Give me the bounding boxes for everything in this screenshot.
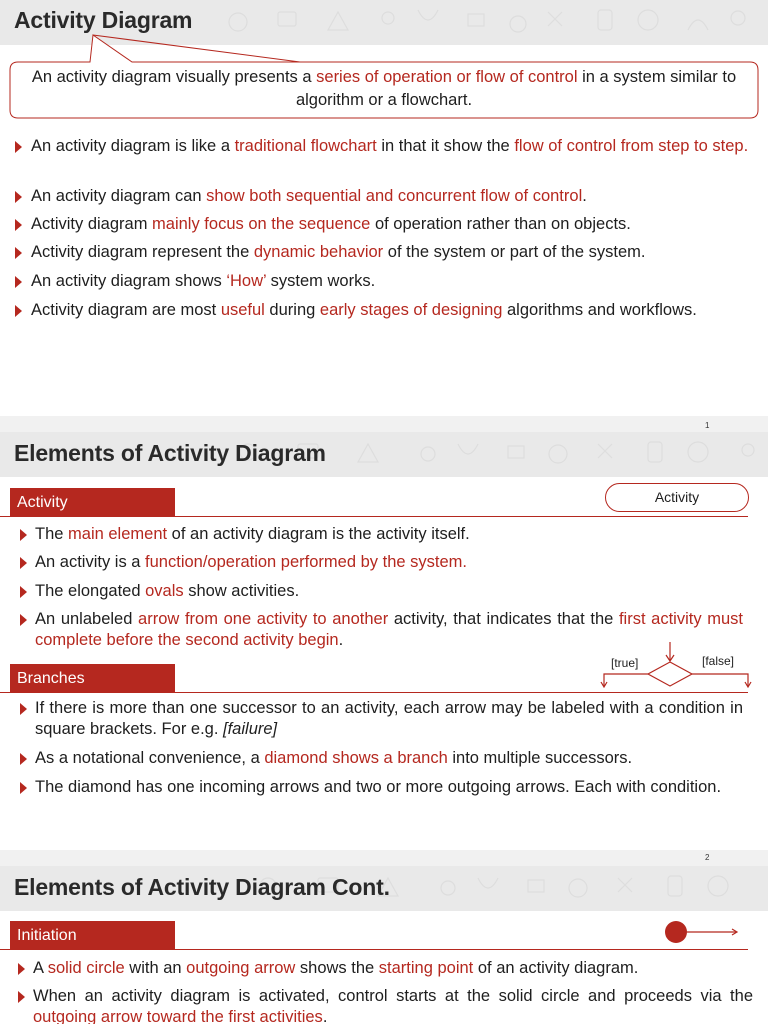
bullet-arrow-icon	[20, 782, 27, 794]
bullet-text: activity, that indicates that the	[388, 610, 619, 628]
bullet-highlight: traditional flowchart	[234, 137, 377, 155]
slide-2	[0, 432, 768, 850]
bullet-text: Activity diagram	[31, 215, 153, 233]
bullet-highlight: useful	[220, 301, 265, 319]
bullet-highlight: function/operation performed by the system.	[145, 553, 467, 571]
bullet-text: of an activity diagram is the activity itself.	[167, 525, 470, 543]
bullet-item	[35, 777, 743, 798]
bullet-text: .	[338, 631, 344, 649]
bullet-text: Activity diagram are most	[31, 301, 221, 319]
bullet-text: shows the	[295, 959, 379, 977]
bullet-text: As a notational convenience, a	[35, 749, 265, 767]
slide-header	[0, 866, 768, 911]
bullet-item	[35, 552, 743, 573]
slide-1	[0, 0, 768, 416]
bullet-highlight: early stages of designing	[319, 301, 503, 319]
bullet-text: An activity is a	[35, 553, 146, 571]
bullet-highlight: outgoing arrow	[186, 959, 296, 977]
bullet-text: A	[33, 959, 48, 977]
bullet-highlight: mainly focus on the sequence	[152, 215, 371, 233]
slide-3	[0, 866, 768, 1024]
bullet-highlight: outgoing arrow toward the first activities	[33, 1008, 323, 1024]
callout-text-part: An activity diagram visually presents a	[31, 68, 317, 86]
bullet-text: The diamond has one incoming arrows and two or more outgoing arrows. Each with condition.	[35, 778, 722, 796]
bullet-arrow-icon	[15, 276, 22, 288]
bullet-text: An activity diagram is like a	[31, 137, 235, 155]
bullet-highlight: starting point	[378, 959, 474, 977]
page-number: 2	[705, 853, 710, 862]
bullet-item	[33, 958, 753, 979]
bullet-highlight: arrow from one activity to another	[138, 610, 389, 628]
bullet-item	[35, 748, 743, 769]
bullet-item	[31, 242, 756, 263]
bullet-text: An unlabeled	[35, 610, 139, 628]
bullet-arrow-icon	[15, 141, 22, 153]
bullet-text: The elongated	[35, 582, 146, 600]
slide-divider	[0, 850, 768, 866]
bullet-arrow-icon	[20, 703, 27, 715]
bullet-text: show activities.	[183, 582, 300, 600]
bullet-item	[31, 186, 756, 207]
bullet-highlight: main element	[68, 525, 168, 543]
bullet-text: algorithms and workflows.	[502, 301, 697, 319]
bullet-item	[31, 136, 756, 157]
bullet-text: An activity diagram can	[31, 187, 207, 205]
bullet-arrow-icon	[20, 557, 27, 569]
bullet-highlight: solid circle	[47, 959, 125, 977]
bullet-highlight: show both sequential and concurrent flow of control	[206, 187, 583, 205]
slide-header	[0, 432, 768, 477]
bullet-text: with an	[124, 959, 187, 977]
bullet-highlight: dynamic behavior	[253, 243, 384, 261]
bullet-highlight: ‘How’	[226, 272, 267, 290]
bullet-text: of operation rather than on objects.	[370, 215, 631, 233]
callout-text-part: in a system similar to algorithm or a flowchart.	[295, 68, 737, 109]
bullet-highlight: diamond shows a branch	[264, 749, 448, 767]
bullet-highlight: flow of control from step to step	[514, 137, 744, 155]
bullet-arrow-icon	[20, 529, 27, 541]
section-label: Initiation	[10, 921, 175, 950]
bullet-emphasis: [failure]	[223, 720, 278, 738]
section-label: Activity	[10, 488, 175, 517]
bullet-item	[31, 271, 756, 292]
bullet-text: Activity diagram represent the	[31, 243, 254, 261]
bullet-text: into multiple successors.	[447, 749, 633, 767]
bullet-arrow-icon	[15, 191, 22, 203]
bullet-text: If there is more than one successor to an activity, each arrow may be labeled with a condition in square brackets. For e.g.	[35, 699, 743, 738]
bullet-arrow-icon	[18, 991, 25, 1003]
bullet-item	[35, 581, 743, 602]
section-heading-initiation	[0, 921, 748, 950]
bullet-text: system works.	[266, 272, 376, 290]
bullet-text: .	[743, 137, 749, 155]
bullet-text: An activity diagram shows	[31, 272, 227, 290]
page-title: Activity Diagram	[14, 7, 193, 33]
page-title: Elements of Activity Diagram	[14, 440, 326, 466]
bullet-arrow-icon	[20, 614, 27, 626]
bullet-item	[33, 986, 753, 1024]
callout-highlight: series of operation or flow of control	[316, 68, 578, 86]
bullet-text: When an activity diagram is activated, control starts at the solid circle and proceeds via the	[33, 987, 753, 1005]
bullet-highlight: first activity must complete before the second activity begin	[35, 610, 743, 649]
false-condition-label: [false]	[702, 654, 735, 668]
bullet-text: .	[582, 187, 587, 205]
bullet-item	[31, 300, 756, 321]
bullet-arrow-icon	[15, 219, 22, 231]
callout-text	[20, 66, 748, 112]
bullet-arrow-icon	[20, 753, 27, 765]
bullet-text: of an activity diagram.	[473, 959, 639, 977]
slide-divider	[0, 416, 768, 432]
page-number: 1	[705, 421, 710, 430]
bullet-item	[35, 698, 743, 740]
activity-oval-example: Activity	[605, 483, 749, 512]
initial-node-icon	[662, 918, 742, 946]
bullet-item	[31, 214, 756, 235]
true-condition-label: [true]	[611, 656, 639, 670]
bullet-arrow-icon	[15, 247, 22, 259]
bullet-arrow-icon	[18, 963, 25, 975]
section-label: Branches	[10, 664, 175, 693]
bullet-text: during	[264, 301, 320, 319]
bullet-arrow-icon	[15, 305, 22, 317]
bullet-text: .	[322, 1008, 328, 1024]
bullet-text: The	[35, 525, 69, 543]
bullet-item	[35, 524, 743, 545]
page-title: Elements of Activity Diagram Cont.	[14, 874, 390, 900]
bullet-text: in that it show the	[376, 137, 515, 155]
bullet-highlight: ovals	[145, 582, 184, 600]
bullet-text: of the system or part of the system.	[383, 243, 646, 261]
bullet-arrow-icon	[20, 586, 27, 598]
